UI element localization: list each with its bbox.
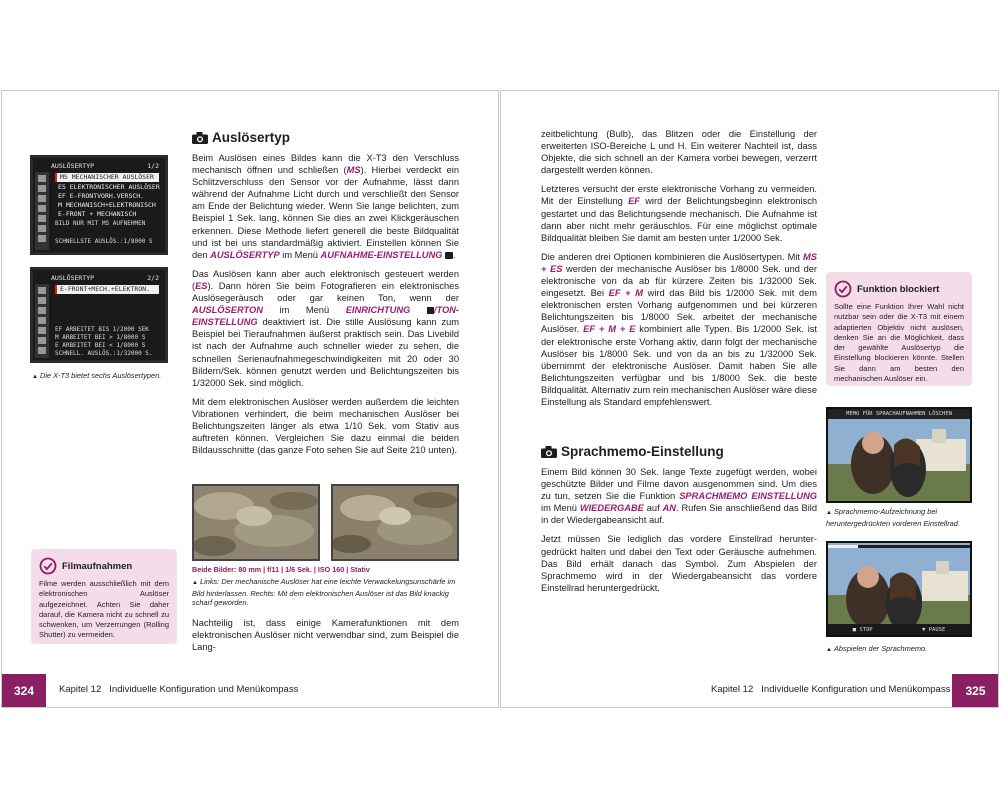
page-number: 325 [952,674,999,708]
photo-caption: ▲ Links: Der mechanische Auslöser hat eine leichte Verwackelungsunschärfe im Bild hinterlassen. Rechts: Mit dem elektronischen Auslöser ist das Bild knackig scharf geworden. [192,577,456,607]
left-page [1,90,499,708]
check-circle-icon [39,557,57,575]
right-footer [501,674,999,708]
wrench-icon [427,307,434,314]
menu-footer-line: M ARBEITET BEI > 1/8000 S [55,334,146,341]
photo1-caption: ▲ Sprachmemo-Aufzeichnung bei heruntergedrückten vorderen Einstellrad. [826,507,960,528]
rock-photo-left [192,484,320,561]
menu-footer-line: E ARBEITET BEI < 1/8000 S [55,342,146,349]
paragraph: Nachteilig ist, dass einige Kamerafunktionen mit dem elektronischen Auslöser nicht verwendbar sind, zum Beispiel die Lang- [192,618,459,653]
rock-photo-right [331,484,459,561]
paragraph: Einem Bild können 30 Sek. lange Texte zugefügt werden, wobei geschützte Bilder und Filme davon ausgenommen sind. Um dies zu tun, setzen Sie die Funktion SPRACHMEMO EINSTELLUNG im Menü WIEDERGABE auf AN. Rufen Sie anschließend das Bild in der Wiedergabeansicht auf. [541,467,818,526]
paragraph: Jetzt müssen Sie lediglich das vordere Einstellrad heruntergedrückt halten und dabei den Text oder Geräusche aufnehmen. Das Bild erhält danach das Symbol. Zum Abspielen der Sprachmemo wird in der Wiedergabeansicht das vordere Einstellrad heruntergedrückt. [541,534,817,593]
menu-footer-line: SCHNELL. AUSLÖS.:1/32000 S. [55,350,153,357]
menu-camera-icon [445,252,453,259]
section-heading-sprachmemo: Sprachmemo-Einstellung [541,444,724,459]
left-footer [2,674,499,708]
photo-exif-info: Beide Bilder: 80 mm | f/11 | 1/6 Sek. | ISO 160 | Stativ [192,565,370,574]
voice-memo-photo-record [826,407,972,503]
camera-icon [541,446,557,458]
stop-control[interactable]: ■ STOP [852,626,873,633]
menu-item: EF E-FRONTVORH.VERSCH. [58,192,145,200]
menu-item: MS MECHANISCHER AUSLÖSER [55,173,159,182]
menu-screenshot-2 [30,267,168,363]
footer-chapter: Kapitel 12 Individuelle Konfiguration und Menükompass [711,684,951,695]
menu-screenshot-1 [30,155,168,255]
menu-footer-line: EF ARBEITET BIS 1/2000 SEK [55,326,149,333]
info-box-title: Filmaufnahmen [62,560,133,572]
paragraph: Letzteres versucht der erste elektronische Vorhang zu vermeiden. Mit der Einstellung EF wird der Belichtungsbeginn elektronisch gestartet und das Belichtungsende mechanisch. Die Aufnahme ist dann aber nicht mehr geräuschlos. Für eine möglichst optimale Bildqualität bleiben Sie damit am besten unter 1/2000 Sek. [541,184,818,243]
right-body-text [541,128,817,415]
menu-caption: ▲ Die X-T3 bietet sechs Auslösertypen. [32,371,162,380]
right-page [500,90,999,708]
paragraph: Das Auslösen kann aber auch elektronisch gesteuert werden (ES). Dann hören Sie beim Fotografieren ein elektronisches Auslösegeräusch oder gar keinen Ton, wenn der AUSLÖSERTON im Menü EINRICHTUNG /TON-EINSTELLUNG deaktiviert ist. Die stille Auslösung kann zum Beispiel bei Tieraufnahmen äußerst praktisch sein. Das Livebild ist nach der Aufnahme auch schneller wieder zu sehen, die schnellen Serienaufnahmegeschwindigkeiten mit 20 oder 30 Bildern/Sek. können genutzt werden und Belichtungszeiten bis 1/32000 Sek. sind möglich. [192,268,459,388]
right-body-text-2 [541,466,817,601]
stop-icon: ■ [852,626,860,633]
info-box-funktion-blockiert [826,272,972,386]
playback-controls [828,624,970,635]
paragraph: zeitbelichtung (Bulb), das Blitzen oder die Einstellung der erweiterten ISO-Bereiche L und H. Ein weiterer Nachteil ist, dass Objekte, die sich schnell an der Kamera vorbei bewegen, verzerrt dargestellt werden können. [541,129,817,176]
camera-icon [192,132,208,144]
menu-item: E-FRONT+MECH.+ELEKTRON. [55,285,159,294]
menu-item: E-FRONT + MECHANISCH [58,210,137,218]
menu-item: M MECHANISCH+ELEKTRONISCH [58,201,156,209]
menu-footer-line: BILD NUR MIT MS AUFNEHMEN [55,220,146,227]
left-body-text [192,152,459,463]
pause-control[interactable]: ▼ PAUSE [922,626,946,633]
pause-icon: ▼ [922,626,929,633]
check-circle-icon [834,280,852,298]
voice-memo-photo-playback [826,541,972,637]
menu-item: ES ELEKTRONISCHER AUSLÖSER [58,183,160,191]
left-body-text-end [192,617,459,660]
photo2-caption: ▲ Abspielen der Sprachmemo. [826,644,928,653]
page-number: 324 [2,674,46,708]
section-heading-auslosertyp: Auslösertyp [192,130,290,145]
info-box-text: Sollte eine Funktion Ihrer Wahl nicht nutzbar sein oder die X-T3 mit einem adaptierten Objektiv nicht auslösen, denken Sie an die Möglichkeit, dass der gewählte Auslösertyp die Einstellung blockieren könnte. Stellen Sie dann am besten den mechanischen Auslöser ein. [834,302,964,384]
memo-overlay-label: MEMO FÜR SPRACHAUFNAHMEN LÖSCHEN [828,409,970,419]
paragraph: Die anderen drei Optionen kombinieren die Auslösertypen. Mit MS + ES werden der mechanische Auslöser bis 1/8000 Sek. und der elektronische von da ab für kürzere Zeiten bis 1/32000 Sek. eingesetzt. Bei EF + M wird das Bild bis 1/2000 Sek. mit dem elektronischen ersten Vorhang aufgenommen und bei kürzeren Belichtungszeiten bis 1/8000 Sek. arbeitet der mechanische Auslöser. EF + M + E kombiniert alle Typen. Bis 1/2000 Sek. ist der elektronische erste Vorhang aktiv, dann folgt der mechanische Auslöser bis 1/8000 Sek. und von da an bis zu 1/32000 Sek. übernimmt der elektronische Auslöser. Damit haben Sie alle Belichtungszeiten verfügbar und bis 1/8000 Sek. die beste Bildqualität. Alternativ zum rein mechanischen Auslöser wäre diese Einstellung als Standard empfehlenswert. [541,251,818,407]
menu-footer-line: SCHNELLSTE AUSLÖS.:1/8000 S [55,238,153,245]
paragraph: Mit dem elektronischen Auslöser werden außerdem die leichten Vibrationen verhindert, die beim mechanischen Auslöser bei Belichtungszeiten länger als etwa 1/10 Sek. vom Stativ aus auftreten können. Vergleichen Sie dazu einmal die beiden Bildausschnitte (das ganze Foto sehen Sie auf Seite 210 unten). [192,396,459,456]
menu-header: AUSLÖSERTYP 2/2 [51,274,159,282]
footer-chapter: Kapitel 12 Individuelle Konfiguration und Menükompass [59,684,299,695]
info-box-filmaufnahmen [31,549,177,644]
paragraph: Beim Auslösen eines Bildes kann die X-T3 den Verschluss mechanisch öffnen und schließen (MS). Hierbei verdeckt ein Schlitzverschluss den Sensor vor der Aufnahme, lässt dann während der Aufnahme Licht durch und verschließt den Sensor am Ende der Belichtung wieder. Wenn Sie lange belichten, zum Beispiel 1 Sek. lang, können Sie dies an zwei Klickgeräuschen erkennen. Diese Methode liefert generell die beste Bildqualität und ist bei uns standardmäßig aktiviert. Einstellen können Sie den AUSLÖSERTYP im Menü AUFNAHME-EINSTELLUNG . [192,153,459,260]
info-box-text: Filme werden ausschließlich mit dem elektronischen Auslöser aufgezeichnet. Achten Sie daher darauf, die Kamera nicht zu schnell zu schwenken, um Verzerrungen (Rolling Shutter) zu vermeiden. [39,579,169,640]
menu-header: AUSLÖSERTYP 1/2 [51,162,159,170]
info-box-title: Funktion blockiert [857,283,940,295]
